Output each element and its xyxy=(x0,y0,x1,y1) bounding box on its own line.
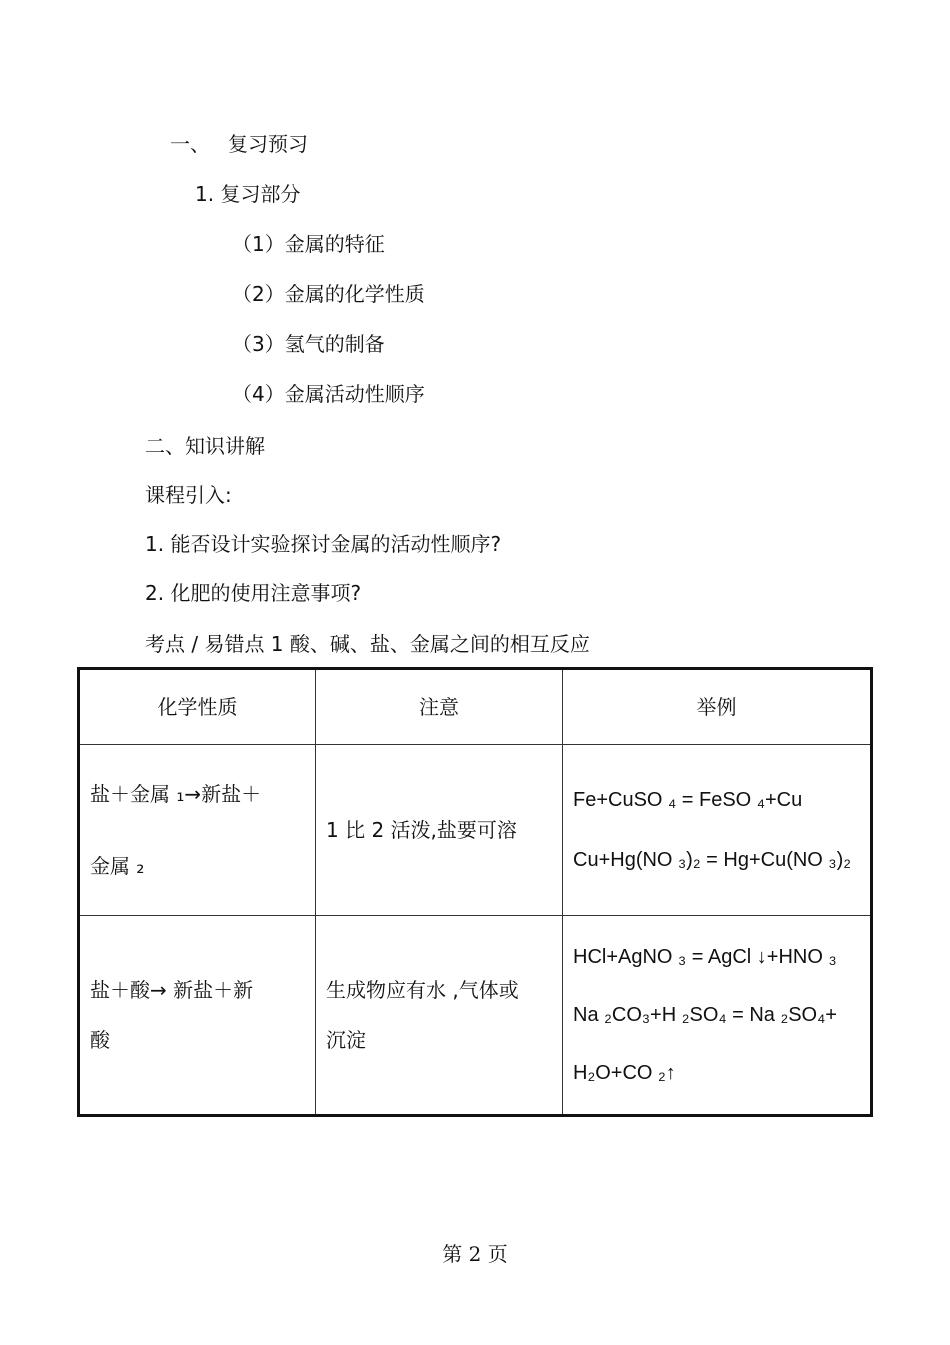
note-line: 1 比 2 活泼,盐要可溶 xyxy=(326,818,517,842)
equation-line: Fe+CuSO ₄ = FeSO ₄+Cu xyxy=(573,789,803,811)
reaction-table xyxy=(77,667,873,1117)
header-example: 举例 xyxy=(563,669,872,745)
equation-line: HCl+AgNO ₃ = AgCl ↓+HNO ₃ xyxy=(573,946,837,968)
table-row xyxy=(79,745,872,916)
sub-item: （4）金属活动性顺序 xyxy=(232,382,425,406)
property-line: 盐＋金属 ₁→新盐＋ xyxy=(90,782,262,806)
table-row xyxy=(79,916,872,1116)
question: 2. 化肥的使用注意事项? xyxy=(145,581,362,605)
key-point-heading: 考点 / 易错点 1 酸、碱、盐、金属之间的相互反应 xyxy=(145,632,590,656)
section-1-number: 一、 xyxy=(170,132,210,156)
property-cell xyxy=(79,745,316,916)
table-header-row xyxy=(79,669,872,745)
sub-item: （1）金属的特征 xyxy=(232,232,385,256)
review-item: 1. 复习部分 xyxy=(195,182,301,206)
equation-line: Na ₂CO₃+H ₂SO₄ = Na ₂SO₄+ xyxy=(573,1004,837,1026)
header-property: 化学性质 xyxy=(79,669,316,745)
question: 1. 能否设计实验探讨金属的活动性顺序? xyxy=(145,532,502,556)
note-cell xyxy=(316,916,563,1116)
property-line: 金属 ₂ xyxy=(90,854,145,878)
property-line: 盐＋酸→ 新盐＋新 xyxy=(90,978,254,1002)
sub-item: （2）金属的化学性质 xyxy=(232,282,425,306)
equation-line: H₂O+CO ₂↑ xyxy=(573,1062,676,1084)
property-line: 酸 xyxy=(90,1028,110,1052)
note-cell xyxy=(316,745,563,916)
sub-item: （3）氢气的制备 xyxy=(232,332,385,356)
note-line: 生成物应有水 ,气体或 xyxy=(326,978,519,1002)
note-line: 沉淀 xyxy=(326,1028,366,1052)
section-1-title: 复习预习 xyxy=(228,132,308,156)
equation-line: Cu+Hg(NO ₃)₂ = Hg+Cu(NO ₃)₂ xyxy=(573,849,851,871)
page-number: 第 2 页 xyxy=(442,1242,508,1266)
header-note: 注意 xyxy=(316,669,563,745)
section-1-heading xyxy=(170,132,308,156)
intro-label: 课程引入: xyxy=(145,483,232,507)
section-2-heading: 二、知识讲解 xyxy=(145,434,265,458)
example-cell xyxy=(563,745,872,916)
property-cell xyxy=(79,916,316,1116)
example-cell xyxy=(563,916,872,1116)
